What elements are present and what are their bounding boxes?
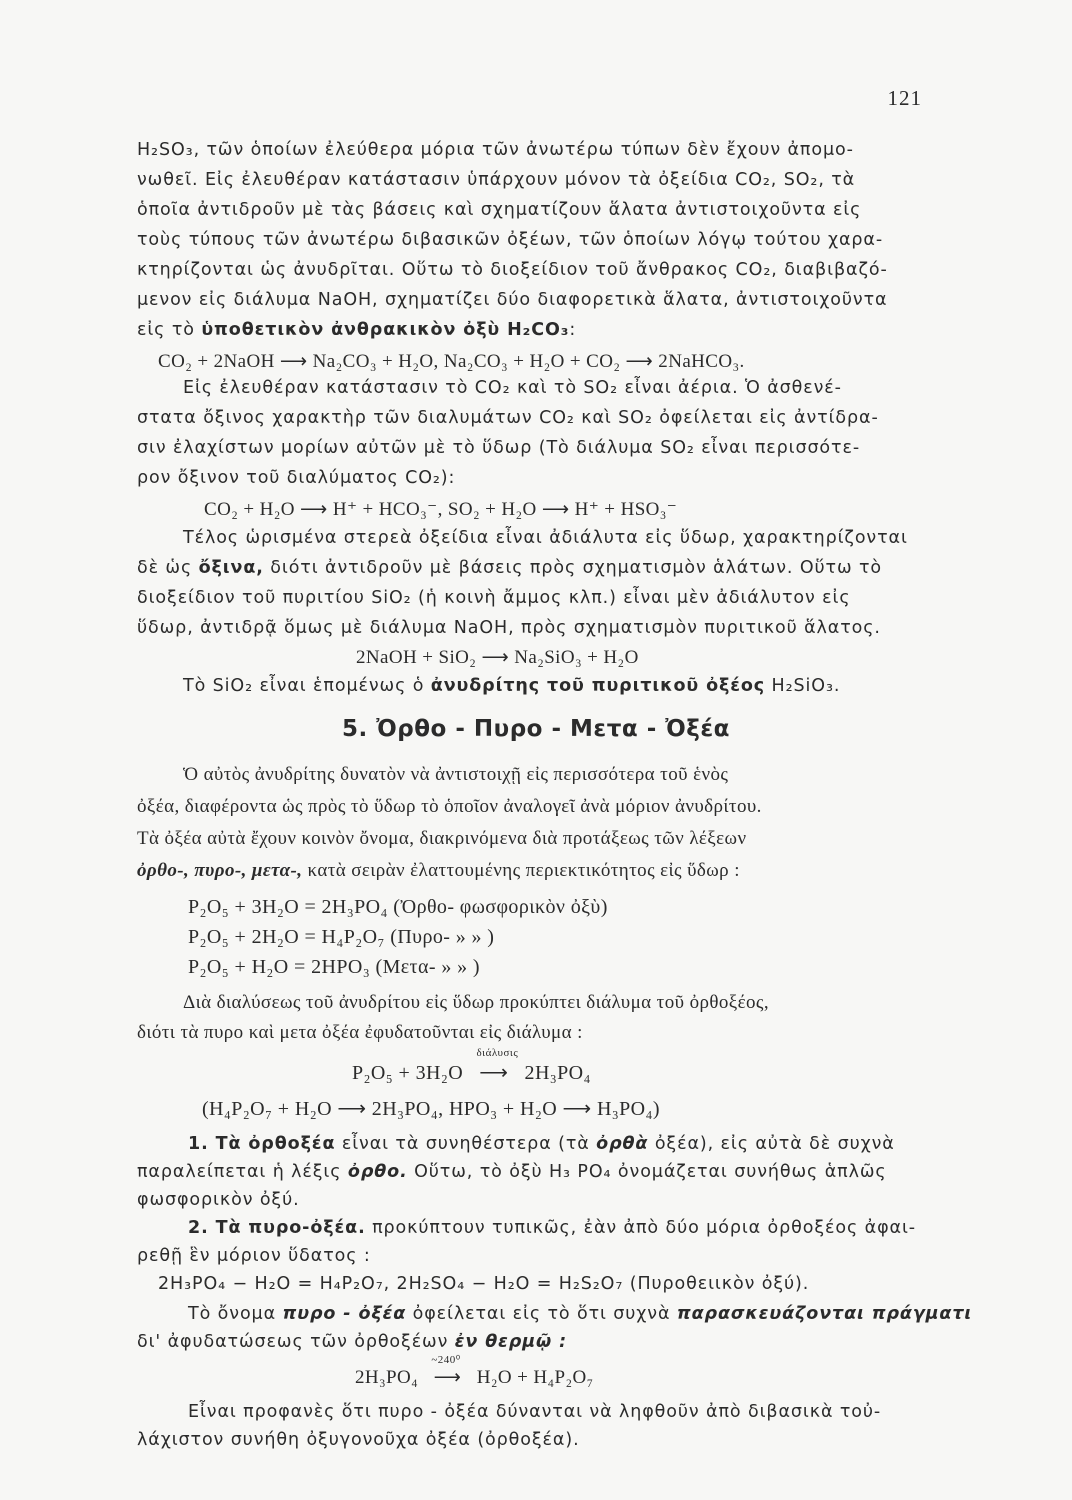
text-line xyxy=(137,1162,887,1182)
text-line: διοξείδιον τοῦ πυριτίου SiO₂ (ἡ κοινὴ ἄμμος κλπ.) εἶναι μὲν ἀδιάλυτον εἰς xyxy=(137,588,851,608)
bold-term: 2. Τὰ πυρο-ὀξέα. xyxy=(188,1218,366,1238)
text-line: τοὺς τύπους τῶν ἀνωτέρω διβασικῶν ὀξέων, τῶν ὁποίων λόγῳ τούτου χαρα- xyxy=(137,230,884,250)
bold-term: ὄξινα, xyxy=(198,558,264,578)
page-number: 121 xyxy=(887,86,922,110)
text-line: ὁποῖα ἀντιδροῦν μὲ τὰς βάσεις καὶ σχηματίζουν ἅλατα ἀντιστοιχοῦντα εἰς xyxy=(137,200,862,220)
text-run: δὲ ὡς xyxy=(137,558,199,578)
text-run: Τὸ ὄνομα xyxy=(188,1304,283,1324)
equation: P₂O₅ + 2H₂O = H₄P₂O₇ (Πυρο- » » ) xyxy=(188,926,495,948)
italic-term: ἐν θερμῷ : xyxy=(454,1332,567,1352)
equation: P₂O₅ + H₂O = 2HPO₃ (Μετα- » » ) xyxy=(188,956,480,978)
bold-italic-term: ὀρθο. xyxy=(347,1162,408,1182)
text-run: Οὕτω, τὸ ὀξὺ H₃ PO₄ ὀνομάζεται συνήθως ἁπλῶς xyxy=(407,1162,887,1182)
text-line: ρον ὄξινον τοῦ διαλύματος CO₂): xyxy=(137,468,456,488)
text-run: εἶναι τὰ συνηθέστερα (τὰ xyxy=(335,1134,597,1154)
equation-part: 2H₃PO₄ xyxy=(355,1367,419,1388)
arrow-label: ~240⁰ xyxy=(431,1354,461,1366)
text-line: Εἰς ἐλευθέραν κατάστασιν τὸ CO₂ καὶ τὸ SO₂ εἶναι ἀέρια. Ὁ ἀσθενέ- xyxy=(183,378,842,398)
text-line: μενον εἰς διάλυμα NaOH, σχηματίζει δύο διαφορετικὰ ἅλατα, ἀντιστοιχοῦντα xyxy=(137,290,888,310)
arrow-label: διάλυσις xyxy=(476,1047,519,1059)
text-run: ὀξέα), εἰς αὐτὰ δὲ συχνὰ xyxy=(648,1134,895,1154)
equation: (H₄P₂O₇ + H₂O ⟶ 2H₃PO₄, HPO₃ + H₂O ⟶ H₃PO₄) xyxy=(202,1098,660,1120)
equation-part: H₂O + H₄P₂O₇ xyxy=(476,1367,594,1388)
italic-term: παρασκευάζονται πράγματι xyxy=(676,1304,973,1324)
text-line: Διὰ διαλύσεως τοῦ ἀνυδρίτου εἰς ὕδωρ προκύπτει διάλυμα τοῦ ὀρθοξέος, xyxy=(183,992,769,1013)
text-run: εἰς τὸ xyxy=(137,320,202,340)
text-line xyxy=(188,1134,895,1154)
bold-term: 1. Τὰ ὀρθοξέα xyxy=(188,1134,336,1154)
text-line: ὀξέα, διαφέροντα ὡς πρὸς τὸ ὕδωρ τὸ ὁποῖον ἀναλογεῖ ἀνὰ μόριον ἀνυδρίτου. xyxy=(137,796,762,817)
equation xyxy=(352,1047,591,1085)
italic-term: πυρο - ὀξέα xyxy=(282,1304,407,1324)
text-line: κτηρίζονται ὡς ἀνυδρῖται. Οὕτω τὸ διοξείδιον τοῦ ἄνθρακος CO₂, διαβιβαζό- xyxy=(137,260,888,280)
text-line: ρεθῇ ἓν μόριον ὕδατος : xyxy=(137,1246,371,1266)
bold-term: ἀνυδρίτης τοῦ πυριτικοῦ ὀξέος xyxy=(430,676,766,696)
text-line: φωσφορικὸν ὀξύ. xyxy=(137,1190,300,1210)
text-line: ὕδωρ, ἀντιδρᾷ ὅμως μὲ διάλυμα NaOH, πρὸς σχηματισμὸν πυριτικοῦ ἅλατος. xyxy=(137,618,881,638)
equation: 2H₃PO₄ − H₂O = H₄P₂O₇, 2H₂SO₄ − H₂O = H₂S₂O₇ (Πυροθειικὸν ὀξύ). xyxy=(158,1274,810,1294)
text-line: λάχιστον συνήθη ὀξυγονοῦχα ὀξέα (ὀρθοξέα). xyxy=(137,1430,580,1450)
equation-part: 2H₃PO₄ xyxy=(524,1062,591,1084)
text-line: στατα ὄξινος χαρακτὴρ τῶν διαλυμάτων CO₂ καὶ SO₂ ὀφείλεται εἰς ἀντίδρα- xyxy=(137,408,879,428)
equation: P₂O₅ + 3H₂O = 2H₃PO₄ (Ὀρθο- φωσφορικὸν ὀξὺ) xyxy=(188,896,608,918)
text-run: κατὰ σειρὰν ἐλαττουμένης περιεκτικότητος εἰς ὕδωρ : xyxy=(302,860,740,881)
text-line: διότι τὰ πυρο καὶ μετα ὀξέα ἐφυδατοῦνται εἰς διάλυμα : xyxy=(137,1022,583,1043)
bold-term: ὑποθετικὸν ἀνθρακικὸν ὀξὺ H₂CO₃ xyxy=(201,320,570,340)
text-line: H₂SO₃, τῶν ὁποίων ἐλεύθερα μόρια τῶν ἀνωτέρω τύπων δὲν ἔχουν ἀπομο- xyxy=(137,140,854,160)
text-run: διότι ἀντιδροῦν μὲ βάσεις πρὸς σχηματισμὸν ἁλάτων. Οὕτω τὸ xyxy=(263,558,883,578)
text-line: Τὰ ὀξέα αὐτὰ ἔχουν κοινὸν ὄνομα, διακρινόμενα διὰ προτάξεως τῶν λέξεων xyxy=(137,828,747,849)
text-run: προκύπτουν τυπικῶς, ἐὰν ἀπὸ δύο μόρια ὀρθοξέος ἀφαι- xyxy=(365,1218,916,1238)
text-line: σιν ἐλαχίστων μορίων αὐτῶν μὲ τὸ ὕδωρ (Τὸ διάλυμα SO₂ εἶναι περισσότε- xyxy=(137,438,861,458)
equation: CO₂ + 2NaOH ⟶ Na₂CO₃ + H₂O, Na₂CO₃ + H₂O + CO₂ ⟶ 2NaHCO₃. xyxy=(158,351,745,372)
text-run: παραλείπεται ἡ λέξις xyxy=(137,1162,348,1182)
text-line xyxy=(137,860,740,882)
text-run: Τὸ SiO₂ εἶναι ἑπομένως ὁ xyxy=(183,676,431,696)
bold-italic-term: ὀρθὰ xyxy=(596,1134,649,1154)
text-line xyxy=(188,1304,972,1324)
text-line xyxy=(137,320,576,340)
text-line xyxy=(137,558,882,578)
text-line: Τέλος ὡρισμένα στερεὰ ὀξείδια εἶναι ἀδιάλυτα εἰς ὕδωρ, χαρακτηρίζονται xyxy=(183,528,908,548)
reaction-arrow: διάλυσις ⟶ xyxy=(468,1047,520,1084)
equation: CO₂ + H₂O ⟶ H⁺ + HCO₃⁻, SO₂ + H₂O ⟶ H⁺ + HSO₃⁻ xyxy=(204,499,678,520)
section-title: 5. Ὀρθο - Πυρο - Μετα - Ὀξέα xyxy=(342,716,730,742)
equation: 2NaOH + SiO₂ ⟶ Na₂SiO₃ + H₂O xyxy=(356,647,639,668)
text-line: νωθεῖ. Εἰς ἐλευθέραν κατάστασιν ὑπάρχουν μόνον τὰ ὀξείδια CO₂, SO₂, τὰ xyxy=(137,170,856,190)
text-line: Εἶναι προφανὲς ὅτι πυρο - ὀξέα δύνανται νὰ ληφθοῦν ἀπὸ διβασικὰ τοὐ- xyxy=(188,1402,882,1422)
text-line xyxy=(183,676,840,696)
text-line xyxy=(137,1332,567,1352)
text-run: : xyxy=(569,320,577,340)
text-run: H₂SiO₃. xyxy=(765,676,841,696)
equation-part: P₂O₅ + 3H₂O xyxy=(352,1062,464,1084)
reaction-arrow: ~240⁰ ⟶ xyxy=(423,1354,472,1388)
text-line: Ὁ αὐτὸς ἀνυδρίτης δυνατὸν νὰ ἀντιστοιχῇ εἰς περισσότερα τοῦ ἑνὸς xyxy=(183,764,729,785)
text-run: ὀφείλεται εἰς τὸ ὅτι συχνὰ xyxy=(406,1304,677,1324)
text-line xyxy=(188,1218,916,1238)
text-run: δι' ἀφυδατώσεως τῶν ὀρθοξέων xyxy=(137,1332,455,1352)
equation xyxy=(355,1354,594,1389)
bold-italic-term: ὀρθο-, πυρο-, μετα-, xyxy=(137,860,303,881)
